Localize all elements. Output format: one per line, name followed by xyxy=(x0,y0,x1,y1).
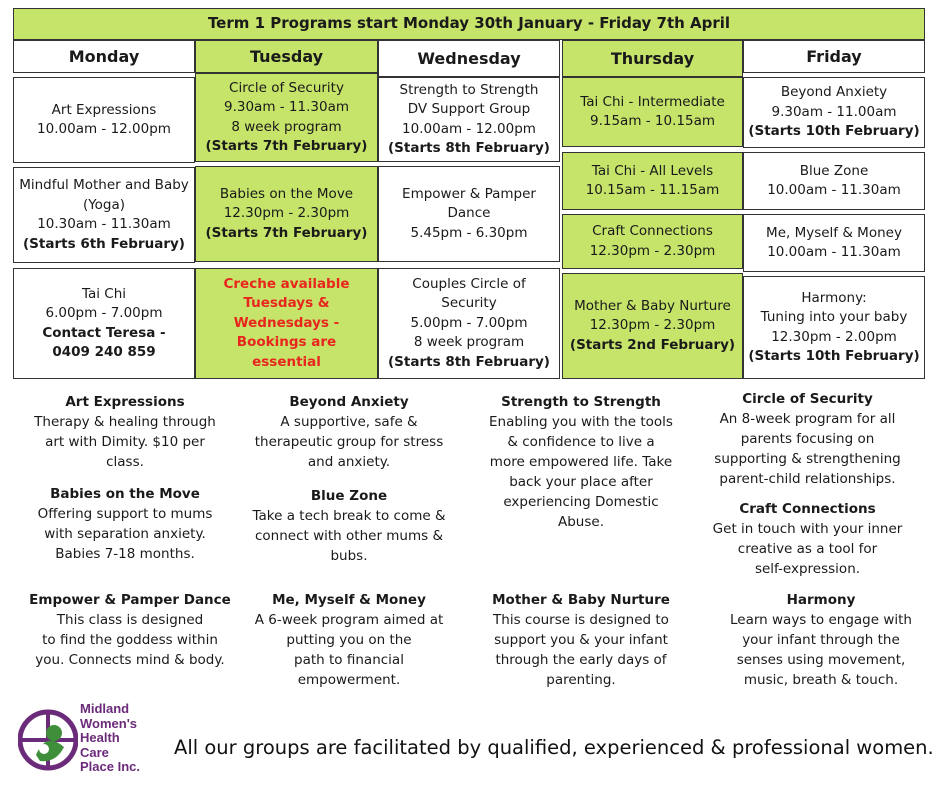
program-babies-on-the-move: Babies on the Move 12.30pm - 2.30pm (Starts 7th February) xyxy=(195,166,378,262)
program-harmony: Harmony: Tuning into your baby 12.30pm - 2.00pm (Starts 10th February) xyxy=(743,276,925,379)
program-circle-of-security: Circle of Security 9.30am - 11.30am 8 week program (Starts 7th February) xyxy=(195,73,378,162)
day-header-thursday: Thursday xyxy=(562,40,743,77)
program-tai-chi-monday: Tai Chi 6.00pm - 7.00pm Contact Teresa - 0409 240 859 xyxy=(13,268,195,379)
logo-emblem-icon xyxy=(18,703,78,777)
program-tai-chi-all-levels: Tai Chi - All Levels 10.15am - 11.15am xyxy=(562,152,743,210)
desc-babies-on-the-move: Babies on the Move Offering support to mums with separation anxiety. Babies 7-18 months. xyxy=(37,486,213,562)
organisation-logo xyxy=(18,703,158,777)
desc-mother-baby-nurture: Mother & Baby Nurture This course is designed to support you & your infant through the early days of parenting. xyxy=(492,592,670,688)
program-blue-zone: Blue Zone 10.00am - 11.30am xyxy=(743,152,925,210)
desc-beyond-anxiety: Beyond Anxiety A supportive, safe & therapeutic group for stress and anxiety. xyxy=(254,394,444,470)
program-beyond-anxiety: Beyond Anxiety 9.30am - 11.00am (Starts 10th February) xyxy=(743,77,925,148)
day-header-wednesday: Wednesday xyxy=(378,40,560,77)
creche-notice: Creche available Tuesdays & Wednesdays - Bookings are essential xyxy=(195,268,378,379)
desc-craft-connections: Craft Connections Get in touch with your inner creative as a tool for self-expression. xyxy=(712,501,903,577)
program-empower-pamper: Empower & Pamper Dance 5.45pm - 6.30pm xyxy=(378,166,560,262)
program-strength-to-strength: Strength to Strength DV Support Group 10.00am - 12.00pm (Starts 8th February) xyxy=(378,77,560,162)
program-me-myself-money: Me, Myself & Money 10.00am - 11.30am xyxy=(743,214,925,272)
program-art-expressions: Art Expressions 10.00am - 12.00pm xyxy=(13,77,195,163)
desc-me-myself-money: Me, Myself & Money A 6-week program aimed at putting you on the path to financial empowerment. xyxy=(254,592,444,688)
desc-blue-zone: Blue Zone Take a tech break to come & connect with other mums & bubs. xyxy=(252,488,446,564)
program-mindful-mother-baby: Mindful Mother and Baby (Yoga) 10.30am - 11.30am (Starts 6th February) xyxy=(13,167,195,263)
day-header-tuesday: Tuesday xyxy=(195,40,378,73)
desc-strength-to-strength: Strength to Strength Enabling you with the tools & confidence to live a more empowered life. Take back your place after experiencing Domestic Abuse. xyxy=(489,394,673,530)
day-header-friday: Friday xyxy=(743,40,925,73)
footer-tagline: All our groups are facilitated by qualified, experienced & professional women. xyxy=(174,736,934,759)
desc-harmony: Harmony Learn ways to engage with your infant through the senses using movement, music, breath & touch. xyxy=(729,592,912,688)
program-couples-circle: Couples Circle of Security 5.00pm - 7.00pm 8 week program (Starts 8th February) xyxy=(378,268,560,379)
term-banner xyxy=(13,8,925,40)
program-mother-baby-nurture: Mother & Baby Nurture 12.30pm - 2.30pm (Starts 2nd February) xyxy=(562,273,743,379)
program-craft-connections: Craft Connections 12.30pm - 2.30pm xyxy=(562,214,743,269)
desc-empower-pamper: Empower & Pamper Dance This class is designed to find the goddess within you. Connects mind & body. xyxy=(29,592,231,668)
logo-wordmark: Midland Women's Health Care Place Inc. xyxy=(80,701,140,774)
day-header-monday: Monday xyxy=(13,40,195,73)
banner-text: Term 1 Programs start Monday 30th January - Friday 7th April xyxy=(207,14,731,33)
program-tai-chi-intermediate: Tai Chi - Intermediate 9.15am - 10.15am xyxy=(562,77,743,147)
desc-art-expressions: Art Expressions Therapy & healing through art with Dimity. $10 per class. xyxy=(34,394,216,470)
desc-circle-of-security: Circle of Security An 8-week program for all parents focusing on supporting & strengthening parent-child relationships. xyxy=(714,391,901,487)
